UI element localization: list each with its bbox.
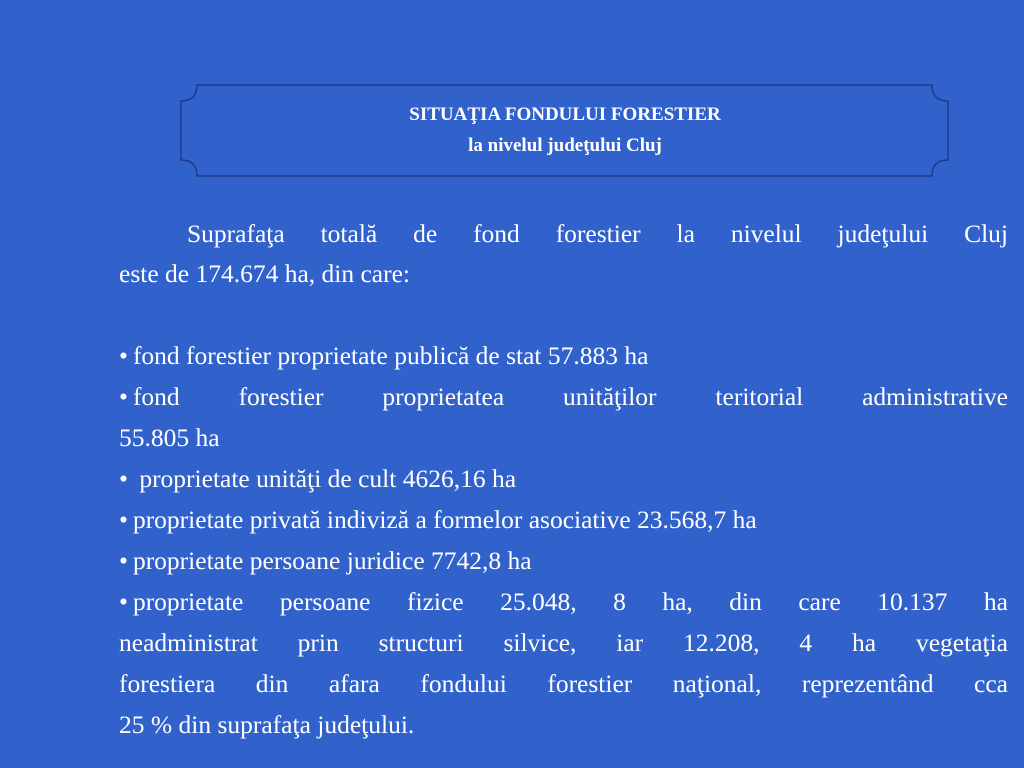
bullet-text: fond forestier proprietatea unităţilor teritorial administrative	[132, 382, 1008, 411]
intro-line-2: este de 174.674 ha, din care:	[119, 259, 411, 288]
bullet-marker: •	[119, 587, 128, 616]
bullet-item-3	[119, 464, 1008, 494]
bullet-marker: •	[119, 382, 128, 411]
intro-line-1: Suprafaţa totală de fond forestier la nivelul judeţului Cluj	[187, 219, 1008, 248]
bullet-text: proprietate privată indiviză a formelor asociative 23.568,7 ha	[132, 505, 757, 534]
bullet-item-6	[119, 587, 1008, 617]
bullet-text: fond forestier proprietate publică de stat 57.883 ha	[132, 341, 649, 370]
title-line-2: la nivelul judeţului Cluj	[468, 135, 662, 156]
bullet-item-6-continuation-2: forestiera din afara fondului forestier naţional, reprezentând cca	[119, 669, 1008, 698]
bullet-item-2	[119, 382, 1008, 412]
bullet-marker: •	[119, 505, 128, 534]
bullet-marker: •	[119, 546, 128, 575]
bullet-item-6-continuation-3: 25 % din suprafaţa judeţului.	[119, 710, 415, 739]
bullet-item-4	[119, 505, 1008, 535]
bullet-text: proprietate persoane juridice 7742,8 ha	[132, 546, 532, 575]
bullet-item-6-continuation-1: neadministrat prin structuri silvice, iar 12.208, 4 ha vegetaţia	[119, 628, 1008, 657]
bullet-item-2-continuation: 55.805 ha	[119, 423, 220, 452]
bullet-marker: •	[119, 341, 128, 370]
bullet-text: proprietate unităţi de cult 4626,16 ha	[132, 464, 517, 493]
bullet-item-5	[119, 546, 1008, 576]
bullet-text: proprietate persoane fizice 25.048, 8 ha, din care 10.137 ha	[132, 587, 1008, 616]
bullet-item-1	[119, 341, 1008, 371]
title-line-1: SITUAŢIA FONDULUI FORESTIER	[409, 104, 721, 125]
bullet-marker: •	[119, 464, 128, 493]
